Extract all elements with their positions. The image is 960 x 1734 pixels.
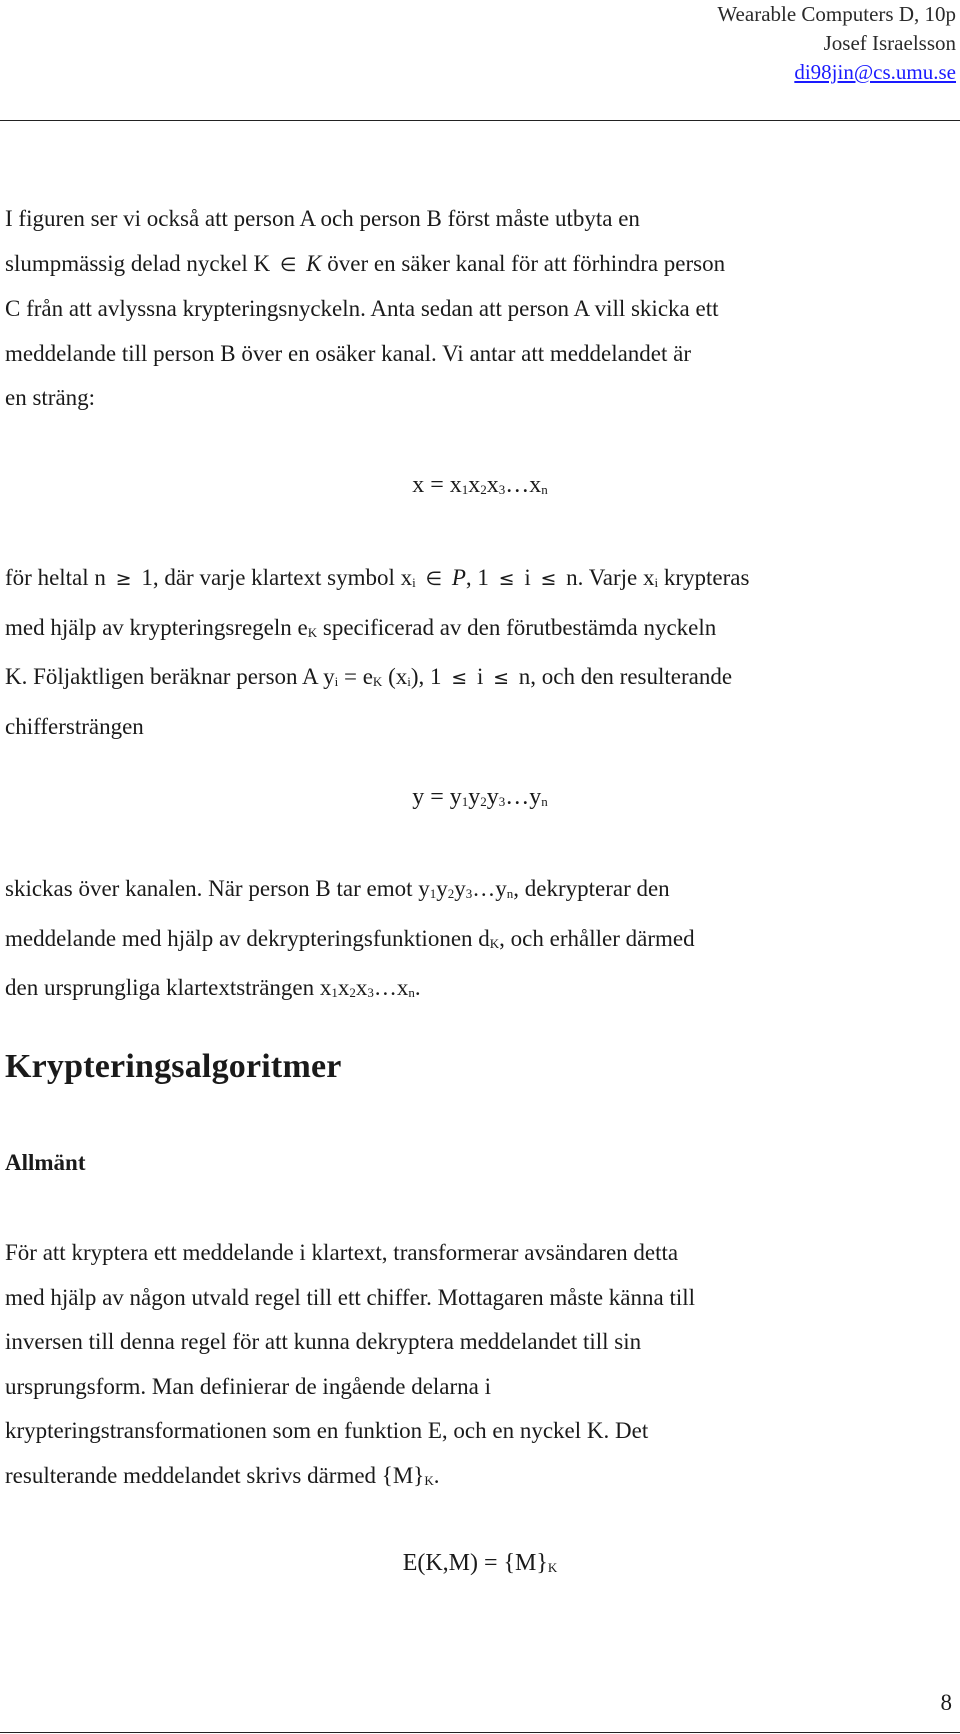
text-line: krypteringstransformationen som en funktion E, och en nyckel K. Det — [5, 1418, 649, 1443]
text-span: krypteras — [663, 565, 750, 590]
subscript: K — [307, 624, 318, 640]
eq-text: E(K,M) = {M} — [402, 1550, 548, 1576]
text-span: K. Följaktligen beräknar person A y — [5, 664, 335, 689]
subscript: 1 — [429, 886, 437, 901]
eq-text: y = y — [412, 784, 462, 810]
header-rule — [0, 120, 960, 121]
text-span: 1, där varje klartext symbol x — [141, 565, 413, 590]
subscript: K — [372, 674, 383, 689]
text-line: meddelande till person B över en osäker kanal. Vi antar att meddelandet är — [5, 340, 692, 366]
text-line — [5, 655, 935, 705]
text-span: med hjälp av krypteringsregeln e — [5, 614, 308, 640]
text-line: ursprungsform. Man definierar de ingående delarna i — [5, 1373, 492, 1399]
text-span: …x — [373, 975, 409, 1000]
keyspace-symbol: K — [306, 250, 322, 276]
text-span: skickas över kanalen. När person B tar emot y — [5, 876, 430, 901]
text-line: C från att avlyssna krypteringsnyckeln. Anta sedan att person A vill skicka ett — [5, 296, 719, 321]
author-email-link[interactable]: di98jin@cs.umu.se — [794, 60, 956, 84]
text-span: y — [436, 876, 448, 901]
eq-subscript: n — [541, 482, 548, 497]
equation-ciphertext-string — [0, 784, 960, 811]
text-span: x — [355, 975, 368, 1000]
page-header — [717, 0, 956, 87]
leq-symbol: ≤ — [498, 568, 515, 590]
text-line — [5, 966, 935, 1016]
leq-symbol: ≤ — [451, 667, 468, 689]
eq-subscript: 3 — [498, 482, 506, 497]
element-of-symbol: ∈ — [425, 568, 443, 590]
leq-symbol: ≤ — [540, 568, 557, 590]
subscript: K — [424, 1472, 434, 1488]
text-span: n, och den resulterande — [518, 664, 733, 689]
paragraph-general — [5, 1231, 935, 1503]
text-span: y — [454, 876, 466, 901]
text-span: slumpmässig delad nyckel K — [5, 250, 271, 276]
text-span: den ursprungliga klartextsträngen x — [5, 975, 332, 1000]
subscript: K — [489, 935, 500, 951]
course-title: Wearable Computers D, 10p — [717, 2, 956, 26]
text-span: i — [476, 664, 484, 689]
text-span: (x — [388, 664, 408, 689]
text-span: …y — [472, 876, 507, 901]
text-span: för heltal n — [5, 565, 106, 590]
text-line — [5, 242, 935, 288]
section-heading: Krypteringsalgoritmer — [5, 1048, 342, 1085]
text-span: n. Varje x — [566, 565, 655, 590]
text-line — [5, 606, 935, 656]
eq-text: x = x — [412, 472, 462, 498]
subscript: 3 — [465, 886, 473, 901]
subscript: 1 — [331, 985, 338, 1000]
text-span: över en säker kanal för att förhindra person — [327, 250, 726, 276]
alphabet-symbol: P — [451, 565, 466, 590]
text-line: chiffersträngen — [5, 713, 144, 739]
text-span: x — [337, 975, 350, 1000]
equation-encryption-function — [0, 1550, 960, 1577]
subsection-heading: Allmänt — [5, 1150, 86, 1175]
text-line: inversen till denna regel för att kunna dekryptera meddelandet till sin — [5, 1329, 642, 1354]
subscript: 2 — [349, 985, 356, 1000]
element-of-symbol: ∈ — [279, 253, 297, 276]
eq-text: x — [486, 472, 499, 498]
subscript: i — [407, 674, 411, 689]
text-span: resulterande meddelandet skrivs därmed {M} — [5, 1462, 425, 1488]
footer-rule — [0, 1732, 960, 1733]
text-span: specificerad av den förutbestämda nyckeln — [322, 614, 717, 640]
eq-text: y — [468, 784, 481, 810]
geq-symbol: ≥ — [115, 568, 132, 590]
leq-symbol: ≤ — [493, 667, 510, 689]
paragraph-key-exchange — [5, 197, 935, 421]
page-number: 8 — [940, 1690, 952, 1715]
text-span: meddelande med hjälp av dekrypteringsfunktionen d — [5, 925, 490, 951]
text-line: en sträng: — [5, 385, 96, 410]
eq-subscript: n — [541, 794, 548, 809]
eq-text: …y — [505, 784, 542, 810]
text-span: , och erhåller därmed — [499, 925, 695, 951]
eq-subscript: 1 — [461, 794, 469, 809]
equation-plaintext-string — [0, 472, 960, 499]
eq-subscript: 2 — [480, 482, 487, 497]
text-line: För att kryptera ett meddelande i klartext, transformerar avsändaren detta — [5, 1240, 679, 1265]
subscript: n — [506, 886, 514, 901]
eq-text: x — [468, 472, 481, 498]
text-line: I figuren ser vi också att person A och person B först måste utbyta en — [5, 206, 640, 231]
subscript: 2 — [447, 886, 455, 901]
text-line: med hjälp av någon utvald regel till ett chiffer. Mottagaren måste känna till — [5, 1284, 695, 1310]
text-span: , dekrypterar den — [513, 876, 670, 901]
text-line — [5, 556, 935, 606]
eq-text: y — [486, 784, 499, 810]
eq-subscript: 2 — [480, 794, 487, 809]
text-span: . — [433, 1462, 440, 1488]
text-span: , 1 — [465, 565, 489, 590]
subscript: i — [412, 575, 416, 590]
paragraph-decryption — [5, 867, 935, 1016]
subscript: n — [408, 985, 415, 1000]
text-span: . — [414, 975, 421, 1000]
text-span: = e — [343, 664, 373, 689]
subscript: 3 — [367, 985, 374, 1000]
subscript: i — [654, 575, 659, 590]
author-name: Josef Israelsson — [823, 31, 956, 55]
text-line — [5, 867, 935, 917]
paragraph-encryption-rule — [5, 556, 935, 749]
eq-subscript: K — [547, 1560, 558, 1575]
eq-subscript: 3 — [498, 794, 506, 809]
subscript: i — [334, 674, 339, 689]
text-line — [5, 1454, 935, 1504]
text-span: i — [524, 565, 531, 590]
text-span: ), 1 — [410, 664, 442, 689]
eq-subscript: 1 — [461, 482, 469, 497]
text-line — [5, 917, 935, 967]
eq-text: …x — [505, 472, 542, 498]
